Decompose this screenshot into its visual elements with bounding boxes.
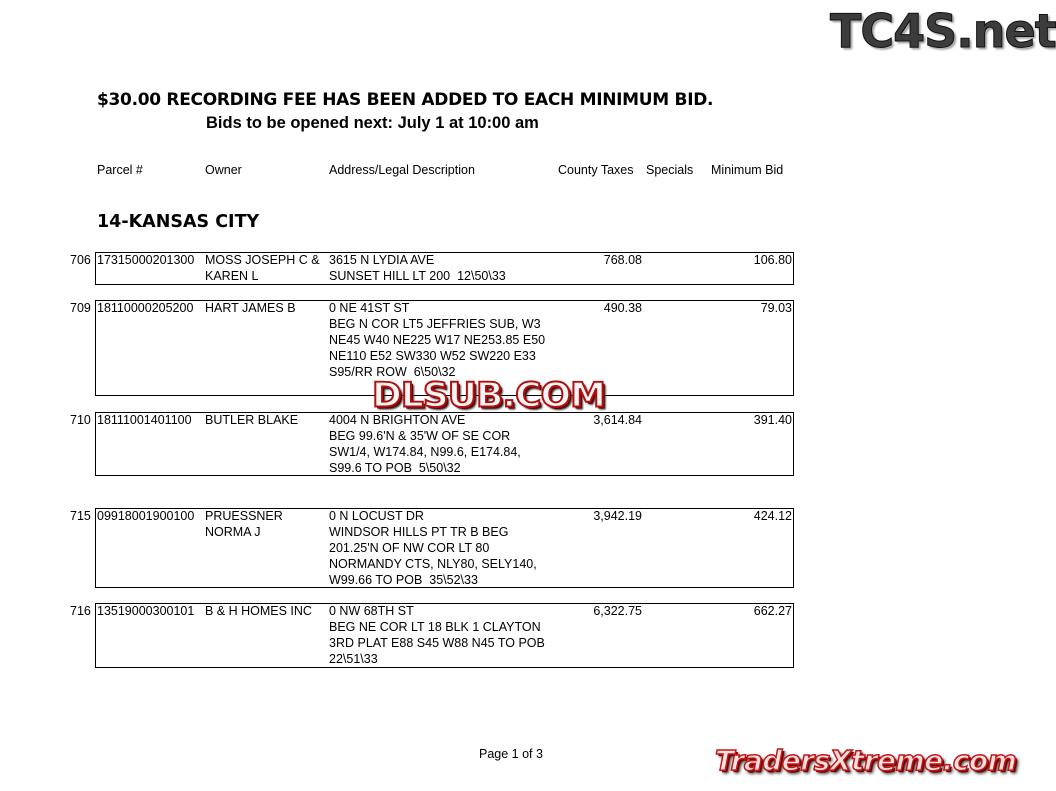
legal-description: 0 NE 41ST ST BEG N COR LT5 JEFFRIES SUB, W3 NE45 W40 NE225 W17 NE253.85 E50 NE110 E52 SW330 W52 SW220 E33 S95/RR ROW 6\50\32 [329, 301, 546, 379]
parcel-number: 18111001401100 [97, 413, 192, 427]
parcel-number: 13519000300101 [97, 604, 195, 618]
minimum-bid: 662.27 [753, 604, 792, 618]
legal-description: 4004 N BRIGHTON AVE BEG 99.6'N & 35'W OF SE COR SW1/4, W174.84, N99.6, E174.84, S99.6 TO POB 5\50\32 [329, 413, 521, 475]
page-number: Page 1 of 3 [479, 747, 543, 761]
parcel-number: 18110000205200 [97, 301, 194, 315]
minimum-bid: 391.40 [753, 413, 792, 427]
record-number: 716 [70, 604, 91, 618]
legal-description: 0 N LOCUST DR WINDSOR HILLS PT TR B BEG 201.25'N OF NW COR LT 80 NORMANDY CTS, NLY80, SELY140, W99.66 TO POB 35\52\33 [329, 509, 537, 587]
owner-name: HART JAMES B [205, 301, 296, 315]
record-number: 710 [70, 413, 91, 427]
county-taxes: 6,322.75 [593, 604, 642, 618]
legal-description: 3615 N LYDIA AVE SUNSET HILL LT 200 12\50\33 [329, 253, 506, 283]
parcel-number: 17315000201300 [97, 253, 195, 267]
county-taxes: 490.38 [603, 301, 642, 315]
parcel-number: 09918001900100 [97, 509, 195, 523]
recording-fee-notice: $30.00 RECORDING FEE HAS BEEN ADDED TO EACH MINIMUM BID. [97, 90, 714, 110]
record-number: 709 [70, 301, 91, 315]
bids-opened-date: Bids to be opened next: July 1 at 10:00 am [206, 114, 539, 132]
record-number: 706 [70, 253, 91, 267]
legal-description: 0 NW 68TH ST BEG NE COR LT 18 BLK 1 CLAYTON 3RD PLAT E88 S45 W88 N45 TO POB 22\51\33 [329, 604, 545, 666]
tc4s-watermark-logo: TC4S.net [830, 4, 1056, 58]
record-number: 715 [70, 509, 91, 523]
owner-name: MOSS JOSEPH C & KAREN L [205, 253, 320, 283]
column-header-address: Address/Legal Description [329, 163, 475, 177]
section-title: 14-KANSAS CITY [97, 212, 260, 232]
owner-name: BUTLER BLAKE [205, 413, 299, 427]
column-header-owner: Owner [205, 163, 242, 177]
county-taxes: 3,614.84 [593, 413, 642, 427]
minimum-bid: 424.12 [753, 509, 792, 523]
county-taxes: 768.08 [603, 253, 642, 267]
column-header-county-taxes: County Taxes [558, 163, 634, 177]
dlsub-watermark-logo: DLSUB.COM [372, 376, 605, 415]
owner-name: B & H HOMES INC [205, 604, 312, 618]
column-header-minimum-bid: Minimum Bid [711, 163, 784, 177]
column-header-parcel: Parcel # [97, 163, 143, 177]
minimum-bid: 79.03 [760, 301, 792, 315]
tradersxtreme-watermark-logo: TradersXtreme.com [715, 744, 1017, 777]
column-header-specials: Specials [646, 163, 694, 177]
owner-name: PRUESSNER NORMA J [205, 509, 283, 539]
county-taxes: 3,942.19 [593, 509, 642, 523]
minimum-bid: 106.80 [753, 253, 792, 267]
